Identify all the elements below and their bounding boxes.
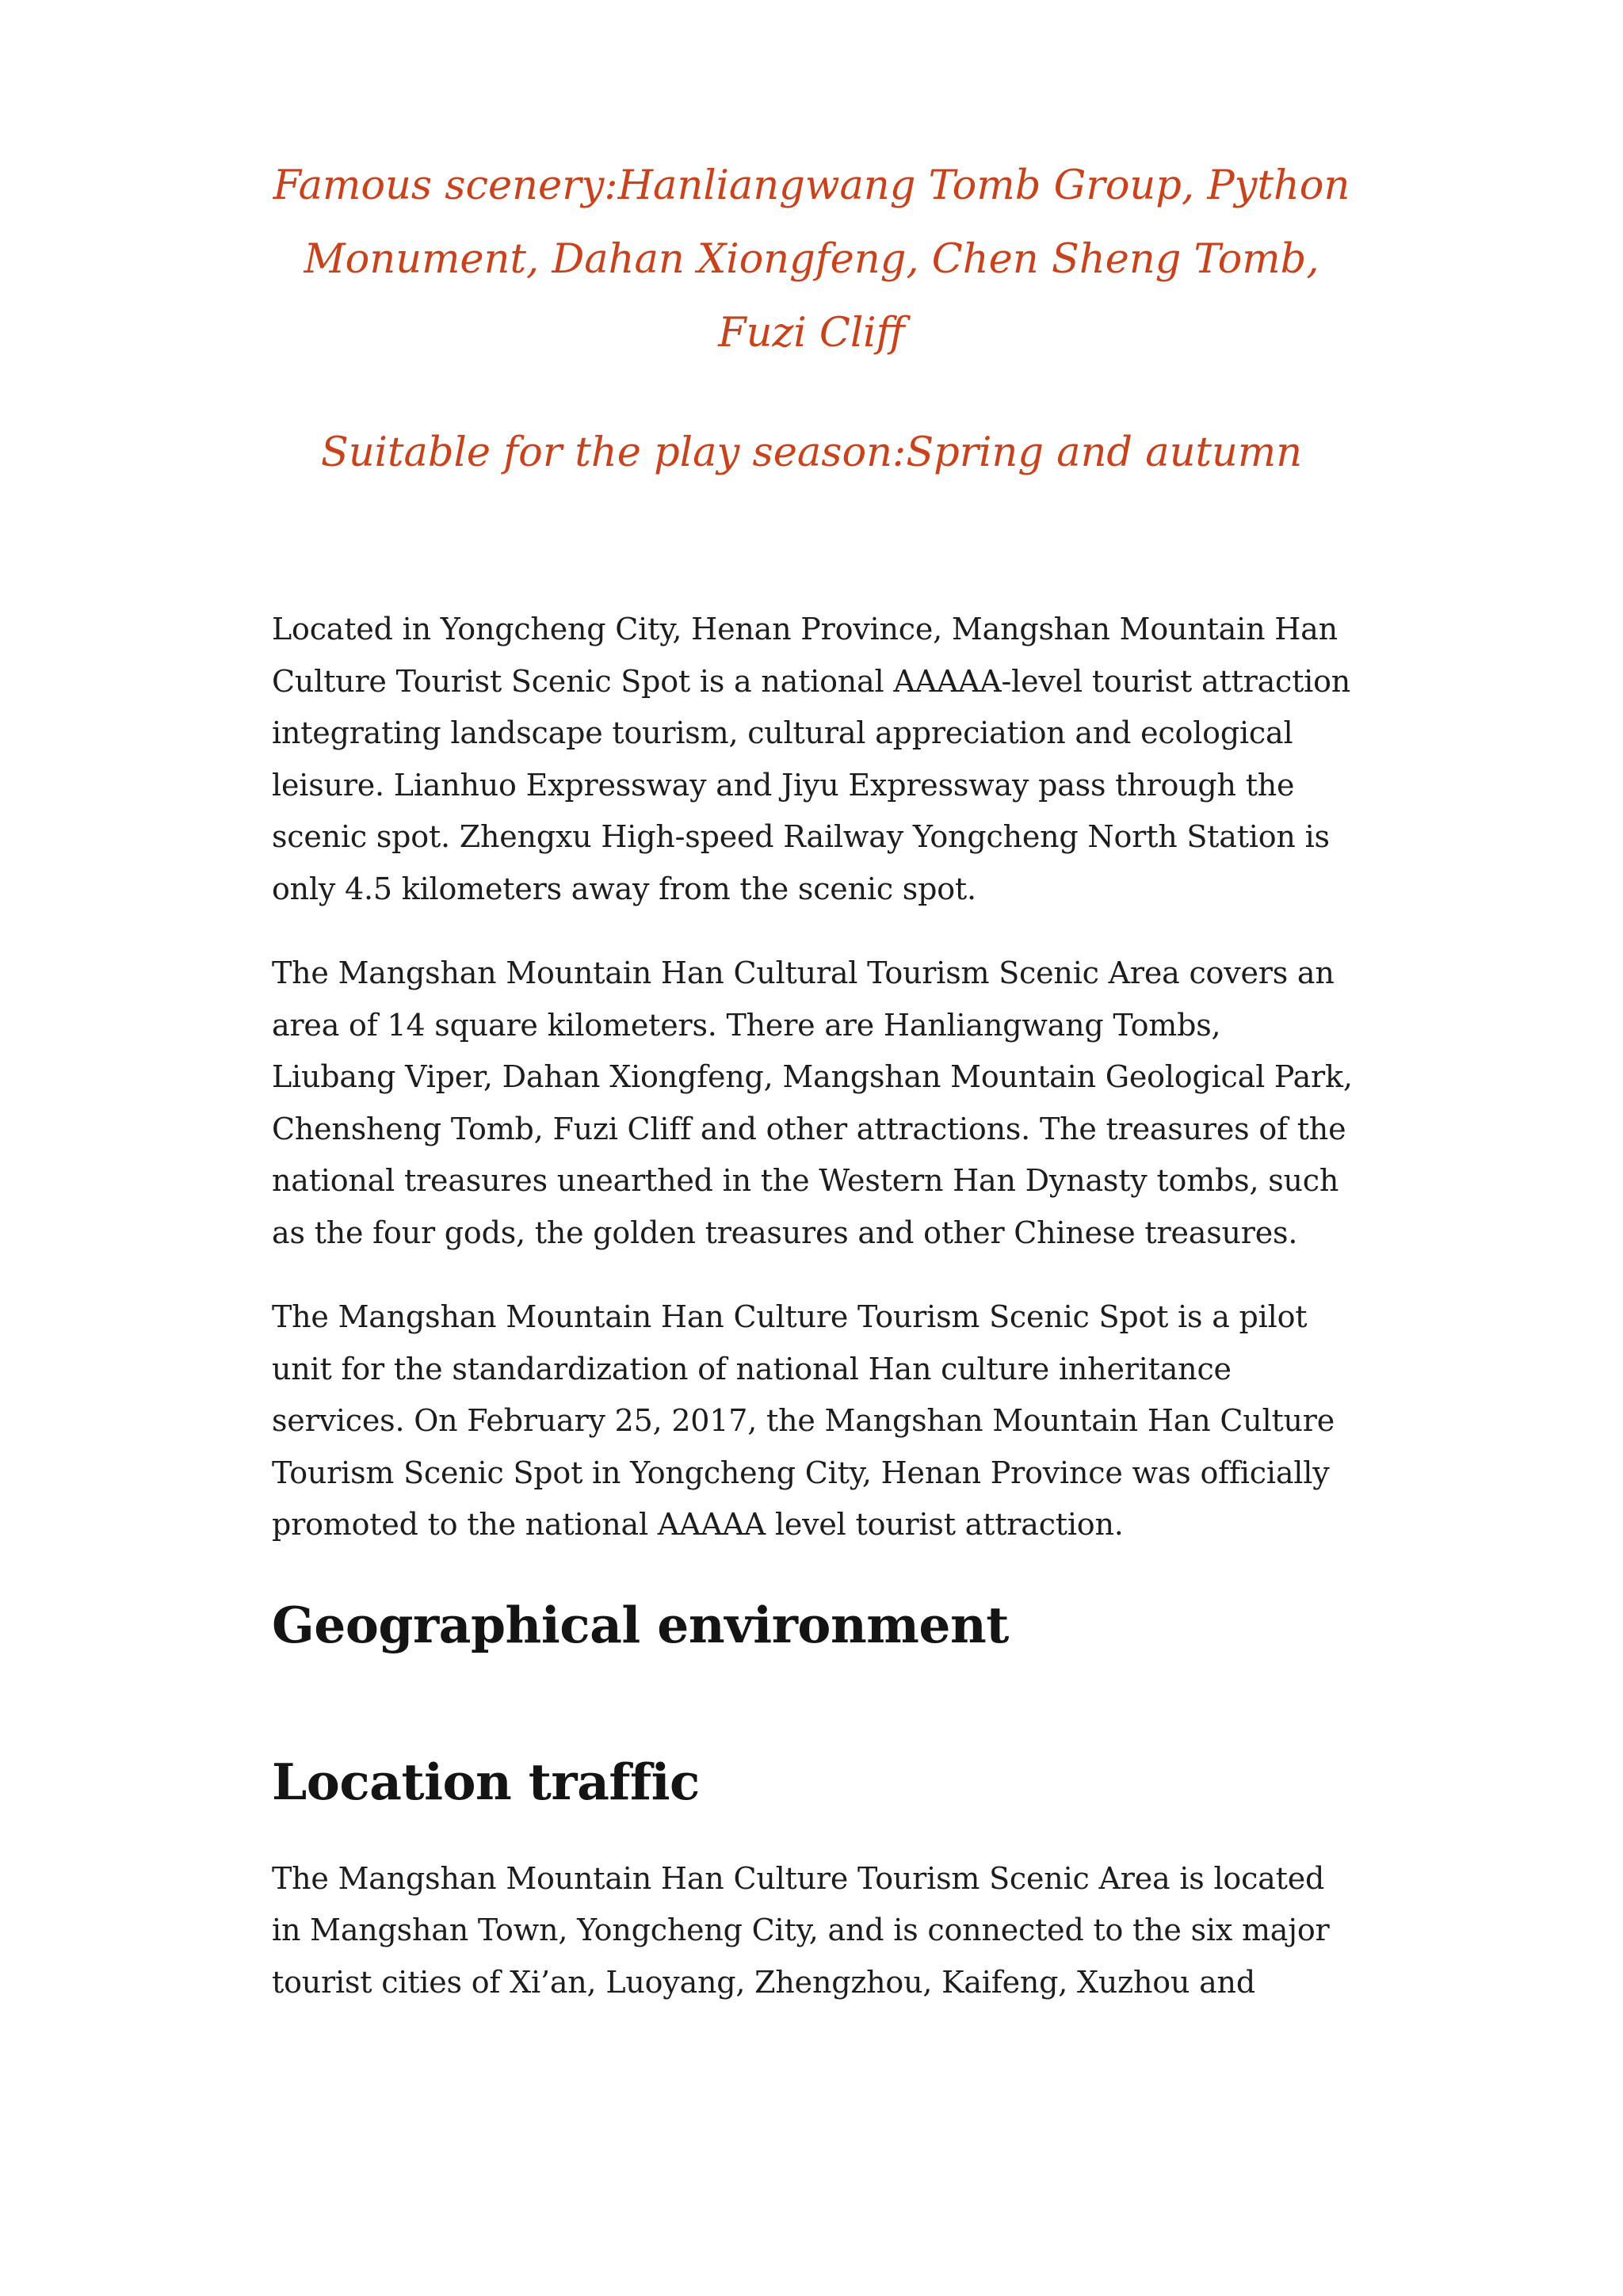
article-body — [272, 604, 1353, 2041]
highlights-block — [262, 149, 1361, 490]
attractions-paragraph: The Mangshan Mountain Han Cultural Tourism Scenic Area covers an area of 14 square kilometers. There are Hanliangwang Tombs, Liubang Viper, Dahan Xiongfeng, Mangshan Mountain Geological Park, Chensheng Tomb, Fuzi Cliff and other attractions. The treasures of the national treasures unearthed in the Western Han Dynasty tombs, such as the four gods, the golden treasures and other Chinese treasures. — [272, 955, 1353, 1250]
location-paragraph: The Mangshan Mountain Han Culture Tourism Scenic Area is located in Mangshan Town, Yongcheng City, and is connected to the six major tourist cities of Xi’an, Luoyang, Zhengzhou, Kaifeng, Xuzhou and — [272, 1860, 1330, 2000]
famous-scenery-line: Famous scenery:Hanliangwang Tomb Group, Python Monument, Dahan Xiongfeng, Chen Sheng Tomb, Fuzi Cliff — [273, 162, 1350, 357]
intro-paragraph: Located in Yongcheng City, Henan Province, Mangshan Mountain Han Culture Tourist Scenic Spot is a national AAAAA-level tourist attraction integrating landscape tourism, cultural appreciation and ecological leisure. Lianhuo Expressway and Jiyu Expressway pass through the scenic spot. Zhengxu High-speed Railway Yongcheng North Station is only 4.5 kilometers away from the scenic spot. — [272, 612, 1351, 906]
play-season-line: Suitable for the play season:Spring and autumn — [320, 429, 1303, 476]
heading-location-traffic: Location traffic — [272, 1752, 700, 1811]
rating-paragraph: The Mangshan Mountain Han Culture Tourism Scenic Spot is a pilot unit for the standardization of national Han culture inheritance services. On February 25, 2017, the Mangshan Mountain Han Culture Tourism Scenic Spot in Yongcheng City, Henan Province was officially promoted to the national AAAAA level tourist attraction. — [272, 1299, 1335, 1542]
heading-geographical-environment: Geographical environment — [272, 1595, 1009, 1654]
